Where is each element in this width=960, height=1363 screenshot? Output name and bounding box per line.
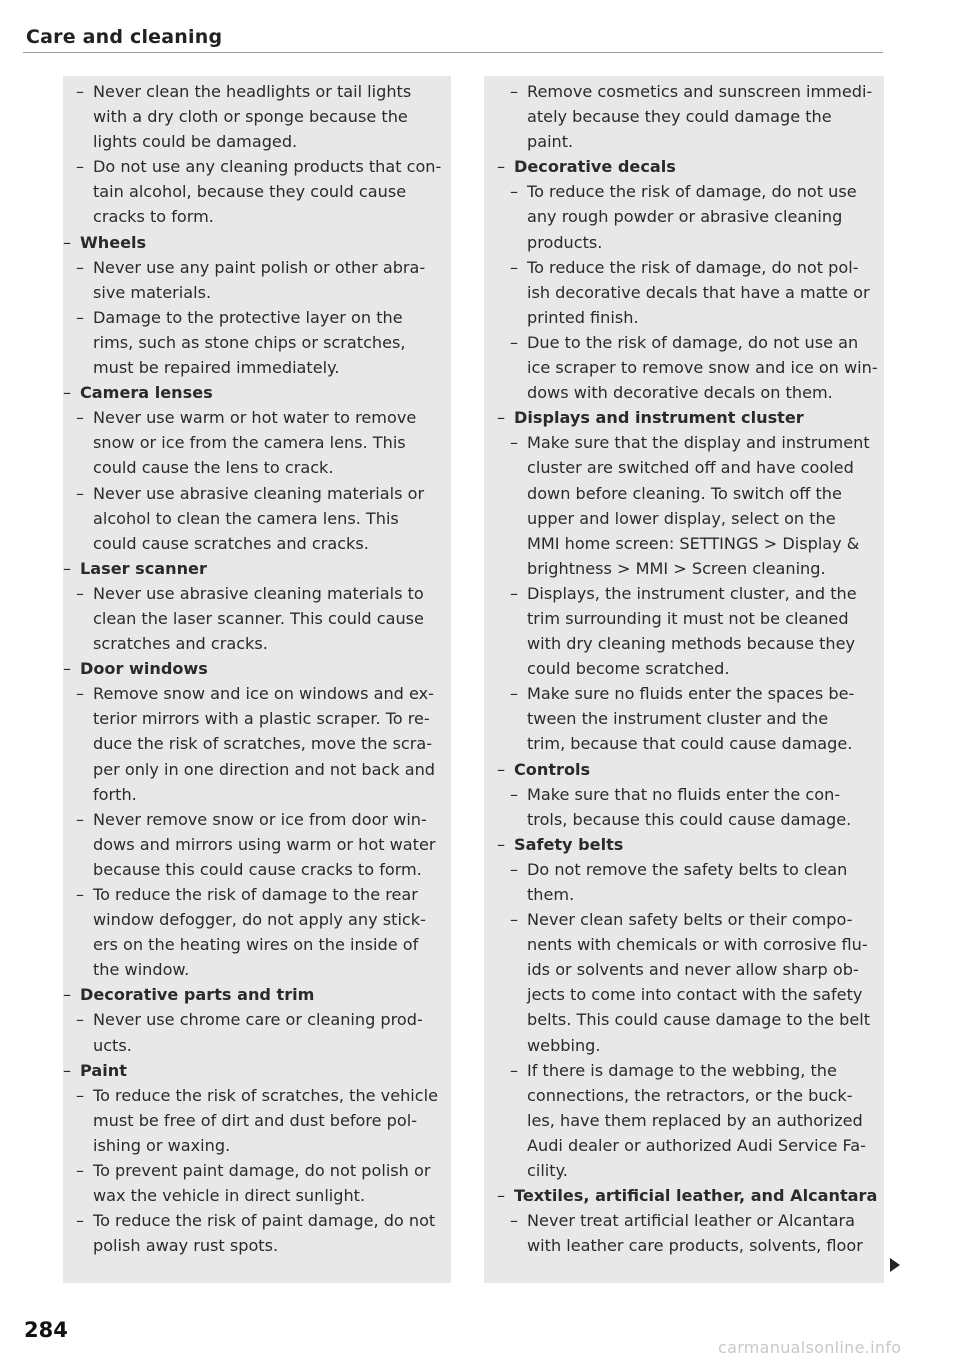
- bullet-dash: –: [63, 985, 72, 1005]
- text-line: To reduce the risk of paint damage, do not: [93, 1211, 436, 1231]
- text-line: with dry cleaning methods because they: [527, 634, 856, 654]
- section-heading: [63, 656, 451, 681]
- list-item: [63, 1083, 451, 1158]
- text-line: Never use warm or hot water to remove: [93, 408, 417, 428]
- list-item: [63, 1158, 451, 1208]
- list-item: [484, 1058, 884, 1183]
- section-heading: [63, 1058, 451, 1083]
- text-line: scratches and cracks.: [93, 634, 268, 654]
- text-line: To reduce the risk of damage to the rear: [93, 885, 418, 904]
- text-line: To reduce the risk of damage, do not use: [527, 182, 857, 202]
- bullet-dash: –: [76, 583, 85, 603]
- text-line: with a dry cloth or sponge because the: [93, 107, 408, 127]
- text-line: Due to the risk of damage, do not use an: [527, 332, 859, 352]
- text-line: To reduce the risk of damage, do not pol-: [527, 257, 859, 277]
- text-line: dows and mirrors using warm or hot water: [93, 834, 436, 854]
- list-item: [63, 154, 451, 229]
- text-line: ately because they could damage the: [527, 107, 832, 127]
- section-heading: [63, 556, 451, 581]
- text-line: belts. This could cause damage to the belt: [527, 1010, 871, 1030]
- text-line: upper and lower display, select on the: [527, 508, 836, 528]
- bullet-dash: –: [63, 232, 72, 252]
- list-item: [63, 255, 451, 305]
- text-line: To prevent paint damage, do not polish or: [93, 1161, 431, 1181]
- text-line: Paint: [80, 1060, 127, 1080]
- page-number: 284: [24, 1318, 68, 1342]
- bullet-dash: –: [76, 157, 85, 177]
- bullet-dash: –: [76, 257, 85, 277]
- section-heading: [484, 405, 884, 430]
- bullet-dash: –: [63, 659, 72, 679]
- text-line: Remove cosmetics and sunscreen immedi-: [527, 82, 873, 101]
- bullet-dash: –: [76, 1211, 85, 1231]
- bullet-dash: –: [76, 307, 85, 327]
- text-line: with leather care products, solvents, floor: [527, 1236, 863, 1256]
- text-line: cluster are switched off and have cooled: [527, 458, 854, 478]
- text-line: Never use any paint polish or other abra-: [93, 257, 426, 277]
- text-line: alcohol to clean the camera lens. This: [93, 508, 399, 528]
- text-line: the window.: [93, 960, 190, 980]
- list-item: [63, 581, 451, 656]
- text-line: connections, the retractors, or the buck-: [527, 1085, 853, 1105]
- text-line: Door windows: [80, 659, 208, 679]
- text-line: sive materials.: [93, 282, 212, 302]
- list-item: [484, 255, 884, 330]
- text-line: Decorative parts and trim: [80, 985, 315, 1005]
- text-line: must be repaired immediately.: [93, 358, 340, 378]
- list-item: [63, 481, 451, 556]
- list-item: [63, 681, 451, 806]
- text-line: les, have them replaced by an authorized: [527, 1110, 863, 1130]
- bullet-dash: –: [76, 483, 85, 503]
- list-item: [63, 305, 451, 380]
- text-line: If there is damage to the webbing, the: [527, 1060, 837, 1080]
- list-item: [484, 1208, 884, 1258]
- bullet-dash: –: [510, 684, 519, 704]
- bullet-dash: –: [497, 834, 506, 854]
- text-line: wax the vehicle in direct sunlight.: [93, 1186, 366, 1206]
- text-line: could cause the lens to crack.: [93, 458, 334, 478]
- bullet-dash: –: [76, 885, 85, 904]
- text-line: Never remove snow or ice from door win-: [93, 809, 427, 829]
- bullet-dash: –: [510, 257, 519, 277]
- bullet-dash: –: [497, 759, 506, 779]
- text-line: window defogger, do not apply any stick-: [93, 910, 426, 930]
- text-line: Textiles, artificial leather, and Alcantara: [514, 1186, 878, 1206]
- text-line: Displays and instrument cluster: [514, 408, 804, 428]
- bullet-dash: –: [63, 558, 72, 578]
- text-line: Wheels: [80, 232, 147, 252]
- text-line: terior mirrors with a plastic scraper. To re-: [93, 709, 430, 729]
- text-line: trim, because that could cause damage.: [527, 734, 853, 754]
- list-item: [63, 1208, 451, 1258]
- text-line: printed finish.: [527, 307, 639, 327]
- text-line: per only in one direction and not back and: [93, 759, 436, 779]
- list-item: [63, 882, 451, 982]
- text-line: Decorative decals: [514, 157, 676, 177]
- section-heading: [63, 982, 451, 1007]
- text-line: Make sure no fluids enter the spaces be-: [527, 684, 855, 704]
- bullet-dash: –: [510, 859, 519, 879]
- right-column: [484, 76, 884, 1283]
- bullet-dash: –: [510, 182, 519, 202]
- text-line: cility.: [527, 1161, 568, 1181]
- text-line: webbing.: [527, 1035, 601, 1055]
- bullet-dash: –: [76, 1010, 85, 1030]
- text-line: could cause scratches and cracks.: [93, 533, 369, 553]
- text-line: Remove snow and ice on windows and ex-: [93, 684, 434, 704]
- left-column: [63, 76, 451, 1283]
- text-line: trim surrounding it must not be cleaned: [527, 608, 849, 628]
- text-line: paint.: [527, 132, 574, 152]
- text-line: them.: [527, 885, 575, 904]
- section-heading: [484, 154, 884, 179]
- section-heading: [63, 380, 451, 405]
- bullet-dash: –: [510, 1060, 519, 1080]
- text-line: Never use chrome care or cleaning prod-: [93, 1010, 423, 1030]
- text-line: tain alcohol, because they could cause: [93, 182, 407, 202]
- text-line: Controls: [514, 759, 591, 779]
- continue-arrow-icon: [890, 1258, 900, 1272]
- section-heading: [484, 832, 884, 857]
- section-heading: [484, 1183, 884, 1208]
- bullet-dash: –: [510, 433, 519, 453]
- bullet-dash: –: [510, 332, 519, 352]
- list-item: [484, 907, 884, 1058]
- text-line: brightness > MMI > Screen cleaning.: [527, 558, 826, 578]
- list-item: [63, 807, 451, 882]
- list-item: [484, 330, 884, 405]
- text-line: Never clean safety belts or their compo-: [527, 910, 853, 930]
- watermark: carmanualsonline.info: [718, 1338, 902, 1357]
- text-line: Never use abrasive cleaning materials to: [93, 583, 424, 603]
- bullet-dash: –: [497, 408, 506, 428]
- page-header: [23, 24, 883, 53]
- list-item: [484, 79, 884, 154]
- bullet-dash: –: [76, 809, 85, 829]
- bullet-dash: –: [63, 1060, 72, 1080]
- text-line: dows with decorative decals on them.: [527, 383, 833, 403]
- bullet-dash: –: [76, 408, 85, 428]
- section-heading: [484, 757, 884, 782]
- section-heading: [63, 230, 451, 255]
- text-line: forth.: [93, 784, 137, 804]
- text-line: Make sure that no fluids enter the con-: [527, 784, 841, 804]
- text-line: Make sure that the display and instrument: [527, 433, 870, 453]
- text-line: rims, such as stone chips or scratches,: [93, 332, 406, 352]
- text-line: Safety belts: [514, 834, 624, 854]
- bullet-dash: –: [497, 1186, 506, 1206]
- text-line: Do not remove the safety belts to clean: [527, 859, 848, 879]
- text-line: Never use abrasive cleaning materials or: [93, 483, 425, 503]
- bullet-dash: –: [63, 383, 72, 403]
- list-item: [63, 1007, 451, 1057]
- bullet-dash: –: [497, 157, 506, 177]
- text-line: lights could be damaged.: [93, 132, 298, 152]
- text-line: could become scratched.: [527, 659, 730, 679]
- text-line: trols, because this could cause damage.: [527, 809, 852, 829]
- text-line: ers on the heating wires on the inside of: [93, 935, 419, 955]
- text-line: Audi dealer or authorized Audi Service Fa-: [527, 1135, 866, 1155]
- text-line: polish away rust spots.: [93, 1236, 279, 1256]
- text-line: Laser scanner: [80, 558, 207, 578]
- text-line: MMI home screen: SETTINGS > Display &: [527, 533, 860, 553]
- bullet-dash: –: [510, 1211, 519, 1231]
- text-line: products.: [527, 232, 603, 252]
- text-line: jects to come into contact with the safety: [527, 985, 863, 1005]
- bullet-dash: –: [510, 82, 519, 101]
- bullet-dash: –: [510, 583, 519, 603]
- bullet-dash: –: [76, 1085, 85, 1105]
- text-line: ice scraper to remove snow and ice on win-: [527, 358, 878, 378]
- text-line: Displays, the instrument cluster, and the: [527, 583, 857, 603]
- text-line: tween the instrument cluster and the: [527, 709, 829, 729]
- text-line: Never clean the headlights or tail lights: [93, 82, 412, 101]
- text-line: Camera lenses: [80, 383, 213, 403]
- text-line: must be free of dirt and dust before pol-: [93, 1110, 417, 1130]
- section-title: Care and cleaning: [26, 26, 223, 48]
- bullet-dash: –: [76, 684, 85, 704]
- list-item: [484, 857, 884, 907]
- list-item: [484, 430, 884, 581]
- text-line: ucts.: [93, 1035, 132, 1055]
- list-item: [484, 782, 884, 832]
- list-item: [484, 681, 884, 756]
- text-line: ish decorative decals that have a matte or: [527, 282, 870, 302]
- list-item: [484, 581, 884, 681]
- text-line: any rough powder or abrasive cleaning: [527, 207, 843, 227]
- bullet-dash: –: [510, 784, 519, 804]
- text-line: Never treat artificial leather or Alcantara: [527, 1211, 856, 1231]
- text-line: Do not use any cleaning products that con-: [93, 157, 442, 177]
- text-line: duce the risk of scratches, move the scra-: [93, 734, 433, 754]
- text-line: cracks to form.: [93, 207, 214, 227]
- text-line: nents with chemicals or with corrosive flu-: [527, 935, 868, 955]
- text-line: snow or ice from the camera lens. This: [93, 433, 406, 453]
- list-item: [63, 79, 451, 154]
- list-item: [484, 179, 884, 254]
- text-line: clean the laser scanner. This could cause: [93, 608, 424, 628]
- text-line: ids or solvents and never allow sharp ob-: [527, 960, 859, 980]
- bullet-dash: –: [76, 1161, 85, 1181]
- text-line: because this could cause cracks to form.: [93, 859, 422, 879]
- text-line: Damage to the protective layer on the: [93, 307, 403, 327]
- bullet-dash: –: [76, 82, 85, 101]
- text-line: down before cleaning. To switch off the: [527, 483, 842, 503]
- bullet-dash: –: [510, 910, 519, 930]
- text-line: ishing or waxing.: [93, 1135, 231, 1155]
- list-item: [63, 405, 451, 480]
- text-line: To reduce the risk of scratches, the vehicle: [93, 1085, 439, 1105]
